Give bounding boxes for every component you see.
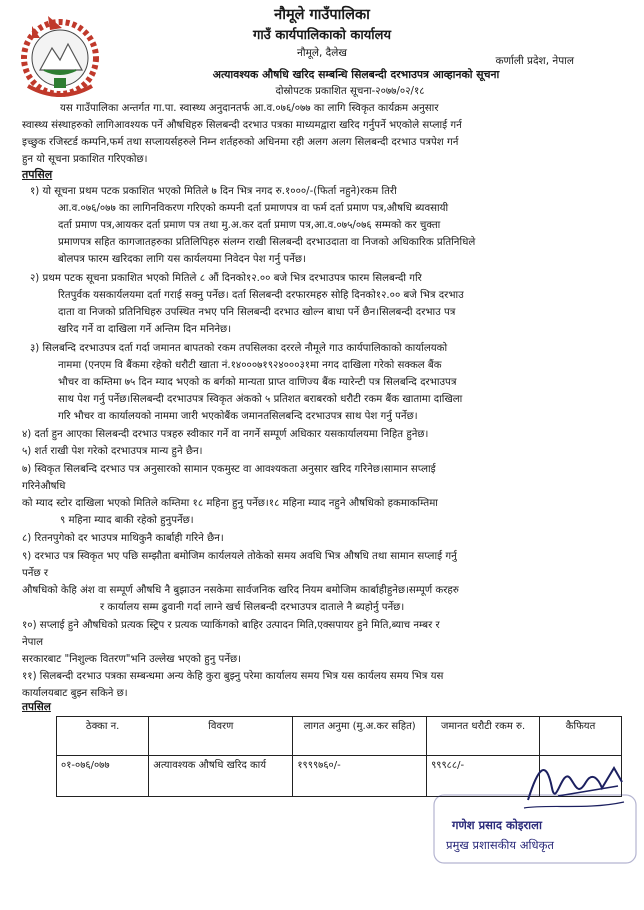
signatory-name: गणेश प्रसाद कोइराला [452,818,542,832]
clause-line: २) प्रथम पटक सूचना प्रकाशित भएको मितिले ८ औं दिनको१२.०० बजे भित्र दरभाउपत्र फारम सिलबन्दी गरि [30,273,422,284]
clause-line: ७) स्विकृत सिलबन्दि दरभाउ पत्र अनुसारको सामान एकमुस्ट वा आवश्यकता अनुसार खरिद गरिनेछ।सामान सप्लाई [22,464,436,475]
clause-line: प्रमाणपत्र सहित कागजातहरुका प्रतिलिपिहरु संलग्न राखी सिलबन्दी दरभाउदाता वा निजको अधिकारिक प्रतिनिधिले [58,237,476,248]
clause-line: ९) दरभाउ पत्र स्विकृत भए पछि सम्झौता बमोजिम कार्यलयले तोकेको समय अवधि भित्र औषधि तथा सामान सप्लाई गर्नु [22,551,457,562]
clause-line: खरिद गर्ने वा दाखिला गर्ने अन्तिम दिन मनिनेछ। [58,324,232,335]
org-name: नौमूले गाउँपालिका [274,7,370,23]
clause-line: आ.व.०७६/०७७ का लागिनविकरण गरिएको कम्पनी दर्ता प्रमाणपत्र वा फर्म दर्ता प्रमाण पत्र,औषधि ब्यवसायी [58,203,449,214]
table-cell: ९९९८८/- [427,756,540,797]
notice-subject: अत्यावश्यक औषधि खरिद सम्बन्धि सिलबन्दी दरभाउपत्र आव्हानको सूचना [212,68,500,81]
intro-line: इच्छुक रजिस्टर्ड कम्पनि,फर्म तथा सप्लायर्सहरुले निम्न शर्तहरुको अधिनमा रही अलग अलग सिलबन्दी दरभाउ पत्रपेश गर्न [22,137,459,148]
section-title: तपसिल [22,168,53,181]
table-header-cell: ठेक्का न. [57,717,149,756]
clause-line: ८) रितनपुगेको दर भाउपत्र माथिकुनै कार्बाही गरिने छैन। [22,533,224,544]
intro-line: हुन यो सूचना प्रकाशित गरिएकोछ। [22,154,148,165]
clause-line: गरि भौचर वा कार्यालयको नाममा जारी भएकोबैंक जमानतसिलबन्दि दरभाउपत्र साथ पेश गर्नु पर्नेछ। [58,411,418,422]
table-cell: ०१-०७६/०७७ [57,756,149,797]
clause-line: को म्याद स्टोर दाखिला भएको मितिले कम्तिमा १८ महिना हुनु पर्नेछ।१८ महिना म्याद नहुने औषधिको हकमाकम्तिमा [22,498,438,509]
clause-line: ३) सिलबन्दि दरभाउपत्र दर्ता गर्दा जमानत बापतको रकम तपसिलका दररले नौमूले गाउ कार्यपालिकाको कार्यालयको [30,343,448,354]
clause-line: रितपुर्वक यसकार्यलयमा दर्ता गराई सक्नु पर्नेछ। दर्ता सिलबन्दी दरफारमहरु सोहि दिनको१२.०० बजे भित्र दरभाउ [58,290,464,301]
clause-line: दाता वा निजको प्रतिनिधिहरु उपस्थित नभए पनि सिलबन्दी दरभाउ खोल्न बाधा पर्ने छैन।सिलबन्दी दरभाउ पत्र [58,307,456,318]
clause-line: भौचर वा कम्तिमा ७५ दिन म्याद भएको क बर्गको मान्यता प्राप्त वाणिज्य बैंक ग्यारेन्टी पत्र सिलबन्दि दरभाउपत्र [58,377,457,388]
intro-line: यस गाउँपालिका अन्तर्गत गा.पा. स्वास्थ्य अनुदानतर्फ आ.व.०७६/०७७ का लागि स्विकृत कार्यक्रम अनुसार [60,103,439,114]
table-header-cell: कैफियत [540,717,622,756]
second-publication: दोस्रोपटक प्रकाशित सूचना-२०७७/०२/१८ [275,86,425,97]
clause-line: दर्ता प्रमाण पत्र,आयकर दर्ता प्रमाण पत्र तथा मु.अ.कर दर्ता प्रमाण पत्र,आ.व.०७५/०७६ सम्मको कर चुक्ता [58,220,441,231]
clause-line: १) यो सूचना प्रथम पटक प्रकाशित भएको मितिले ७ दिन भित्र नगद रु.१०००/-(फिर्ता नहुने)रकम तिरी [30,186,397,197]
clause-line: पर्नेछ र [22,568,48,579]
province-name: कर्णाली प्रदेश, नेपाल [495,55,574,67]
clause-line: नेपाल [22,637,43,648]
table-header-cell: जमानत धरौटी रकम रु. [427,717,540,756]
table-header-cell: लागत अनुमा (मु.अ.कर सहित) [293,717,427,756]
clause-line: ११) सिलबन्दी दरभाउ पत्रका सम्बन्धमा अन्य केहि कुरा बुझ्नु परेमा कार्यालय समय भित्र यस कार्यलय समय भित्र यस [22,671,444,682]
clause-line: १०) सप्लाई हुने औषधिको प्रत्यक स्ट्रिप र प्रत्यक प्याकिंगको बाहिर उत्पादन मिति,एक्सपायर हुने मिति,ब्याच नम्बर र [22,620,440,631]
clause-line: साथ पेश गर्नु पर्नेछ।सिलबन्दी दरभाउपत्र स्विकृत अंकको ५ प्रतिशत बराबरको धरौटी रकम बैंक खातामा दाखिला [58,394,463,405]
table-header-cell: विवरण [149,717,293,756]
clause-line: कार्यालयबाट बुझ्न सकिने छ। [22,688,128,699]
table-title: तपसिल [22,701,51,713]
clause-line: बोलपत्र फारम खरिदका लागि यस कार्यलयमा निवेदन पेश गर्नु पर्नेछ। [58,254,306,265]
intro-line: स्वास्थ्य संस्थाहरुको लागिआवश्यक पर्ने औषधिहरु सिलबन्दी दरभाउ पत्रका माध्यमद्वारा खरिद गर्नुपर्ने भएकोले सप्लाई गर्न [22,120,462,131]
signatory-position: प्रमुख प्रशासकीय अधिकृत [446,838,554,852]
clause-line: र कार्यालय सम्म ढुवानी गर्दा लाग्ने खर्च सिलबन्दी दरभाउपत्र दाताले नै ब्यहोर्नु पर्नेछ। [100,602,405,613]
clause-line: ९ महिना म्याद बाकी रहेको हुनुपर्नेछ। [60,515,194,526]
office-address: नौमूले, दैलेख [297,47,347,59]
table-cell: अत्यावश्यक औषधि खरिद कार्य [149,756,293,797]
clause-line: औषधिको केहि अंश वा सम्पूर्ण औषधि नै बुझाउन नसकेमा सार्वजनिक खरिद नियम बमोजिम कार्बाहीहुनेछ।सम्पूर्ण करहरु [22,585,459,596]
clause-line: सरकारबाट "निशुल्क वितरण"भनि उल्लेख भएको हुनु पर्नेछ। [22,654,241,665]
table-cell: १९९९७६०/- [293,756,427,797]
clause-line: ४) दर्ता हुन आएका सिलबन्दी दरभाउ पत्रहरु स्वीकार गर्ने वा नगर्ने सम्पूर्ण अधिकार यसकार्यालयमा निहित हुनेछ। [22,429,429,440]
clause-line: ५) शर्त राखी पेश गरेको दरभाउपत्र मान्य हुने छैन। [22,446,203,457]
office-name: गाउँ कार्यपालिकाको कार्यालय [253,28,391,43]
clause-line: गरिनेऔषधि [22,481,66,492]
clause-line: नाममा (एनएम वि बैंकमा रहेको धरौटी खाता नं.१४०००७१९२४०००३१मा नगद दाखिला गरेको सक्कल बैंक [58,360,442,371]
